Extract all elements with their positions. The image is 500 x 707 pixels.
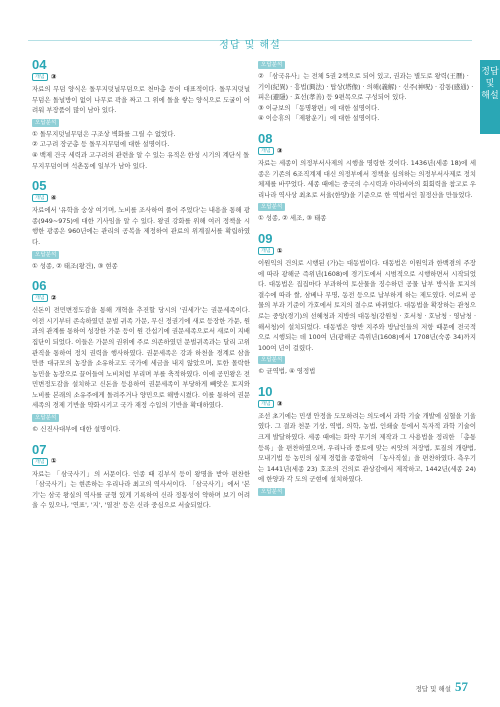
page-number: 57 [455,679,468,694]
question-number: 05 [32,178,47,194]
question-block [258,132,476,224]
concept-tag: 개념 [258,247,274,255]
question-block [258,232,476,377]
concept-tag: 개념 [258,147,274,155]
explanation-text: 자료의 무덤 양식은 돌무지덧널무덤으로 천마총 등이 대표적이다. 돌무지덧널무덤은 돌널방이 없이 나무로 곽을 짜고 그 위에 돌을 쌓는 양식으로 도굴이 어려워 부장품이 많이 남아 있다. [32,85,250,115]
question-block [32,279,250,435]
question-meta [32,457,250,467]
question-number: 04 [32,57,47,72]
wrong-answer-item: ③ 이규보의 「동명왕편」에 대한 설명이다. [258,103,380,112]
question-block [32,443,250,511]
wrong-answer-item: ② 「삼국유사」는 전체 5권 2책으로 되어 있고, 권과는 별도로 왕력(王曆) · 기이(紀異) · 흥법(興法) · 탑상(塔像) · 의해(義解) · 신주(神呪) · 감통(感通) · 피은(避隱) · 효선(孝善) 등 9편목으로 구성되어 있다. [258,72,474,102]
explanation-text: 자료에서 '유학을 숭상 여기며, 노비를 조사하여 풀어 주었다'는 내용을 통해 광종(949~975)에 대한 기사임을 알 수 있다. 왕권 강화를 위해 여러 정책을 시행한 광종은 960년에는 관리의 공복을 제정하여 관료의 위계질서를 확립하였다. [32,206,250,246]
wrong-answer-label: 오답분석 [258,61,285,69]
wrong-answer-item: © 신진사대부에 대한 설명이다. [32,425,121,434]
question-block [258,385,476,498]
question-meta [258,146,476,156]
answer-mark: ③ [276,146,283,155]
question-meta [32,72,250,82]
page-header-title: 정답 및 해설 [219,40,281,51]
answer-mark: ④ [50,193,57,202]
explanation-text: 신돈이 전민변정도감을 통해 개혁을 추진할 당시의 '권세가'는 권문세족이다. 이전 시기부터 존속하였던 문벌 귀족 가문, 무신 정권기에 새로 등장한 가문, 원과의 관계를 통하여 성장한 가문 등이 원 간섭기에 권문세족으로서 새로이 지배집단이 되었다. 이들은 가문의 권위에 주로 의존하였던 문벌귀족과는 달리 고위 관직을 통하여 정치 권력을 행사하였다. 권문세족은 강과 하천을 경계로 삼을 만큼 대규모의 농장을 소유하고도 국가에 세금을 내지 않았으며, 토한 몰락한 농민을 농장으로 끌어들여 노비처럼 부리며 부를 축적하였다. 이에 공민왕은 전민변정도감을 설치하고 신돈을 등용하여 권문세족이 부당하게 빼앗은 토지와 노비를 본래의 소유주에게 돌려주거나 양민으로 해방시켰다. 이를 통하여 권문세족의 경제 기반을 약화시키고 국가 재정 수입의 기반을 확대하였다. [32,306,250,410]
explanation-text: 자료는 세종이 의정부서사제의 시행을 명령한 것이다. 1436년(세종 18)에 세종은 기존의 6조직계제 대신 의정부에서 정책을 심의하는 의정부서사제로 정치 체제를 바꾸었다. 세종 때에는 중국의 수시력과 아라비아의 회회력을 참고로 우리나라 역사상 최초로 서울(한양)을 기준으로 한 역법서인 칠정산을 만들었다. [258,158,476,199]
explanation-text: 이원익의 건의로 시행된 (가)는 대동법이다. 대동법은 이원익과 한백겸의 주장에 따라 광해군 즉위년(1608)에 경기도에서 시범적으로 시행하면서 시작되었다. 대동법은 집집마다 부과하여 토산물을 징수하던 공물 납부 방식을 토지의 결수에 따라 쌀, 삼베나 무명, 동전 등으로 납부하게 하는 제도였다. 이로써 공물의 부과 기준이 가호에서 토지의 결수로 바뀌었다. 대동법을 확장하는 관청으로는 중앙(경기)의 선혜청과 지방의 대동청(강원청 · 호서청 · 호남청 · 영남청 · 해서청)이 설치되었다. 대동법은 양반 지주와 방납인들의 저항 때문에 전국적으로 시행되는 데 100여 년(광해군 즉위년(1608)에서 1708년(숙종 34)까지 100여 년이 걸렸다. [258,258,476,352]
question-meta [258,246,476,256]
wrong-answer-item: ① 성종, ② 세조, ③ 태종 [258,214,327,223]
wrong-answer-label: 오답분석 [32,414,59,422]
concept-tag: 개념 [32,73,48,81]
answer-mark: ③ [50,72,57,81]
right-column [258,58,476,506]
question-number: 06 [32,278,47,294]
wrong-answer-item: © 균역법, ④ 영정법 [258,367,316,376]
concept-tag: 개념 [258,400,274,408]
wrong-answer-item: ① 돌무지덧널무덤은 구조상 벽화를 그릴 수 없었다. [32,129,176,138]
footer-label: 정답 및 해설 [415,685,451,693]
wrong-answer-label: 오답분석 [32,119,59,127]
answer-mark: ① [276,246,283,255]
wrong-answer-item: ④ 백제 건국 세력과 고구려의 관련을 알 수 있는 유적은 한성 시기의 계단식 돌무지무덤이며 석촌동에 일부가 남아 있다. [32,150,250,170]
answer-mark: ② [50,293,57,302]
question-meta [32,293,250,303]
side-section-tab: 정답 및 해설 [480,60,500,134]
wrong-answer-item: ① 성종, ② 태조(왕건), ③ 현종 [32,261,118,270]
question-block [258,58,476,124]
wrong-answer-item: ④ 이승휴의 「제왕운기」에 대한 설명이다. [258,114,380,123]
question-number: 09 [258,230,273,246]
wrong-answer-label: 오답분석 [258,356,285,364]
question-number: 10 [258,383,273,399]
wrong-answer-label: 오답분석 [258,203,285,211]
question-block [32,179,250,271]
answer-mark: ③ [276,399,283,408]
question-meta [32,193,250,203]
left-column [32,58,250,519]
question-block [32,58,250,171]
concept-tag: 개념 [32,294,48,302]
explanation-text: 자료는 「삼국사기」의 서문이다. 인종 때 김부식 등이 왕명을 받아 편찬한 「삼국사기」는 현존하는 우리나라 최고의 역사서이다. 「삼국사기」에서 '본기'는 삼국 왕실의 역사를 균형 있게 기록하여 신라 정통성이 약하며 보기 어려울 수 있으나, '연표', '지', '열전' 등은 신라 중심으로 서술되었다. [32,469,250,510]
page-footer [415,679,468,695]
explanation-text: 조선 초기에는 민생 안정을 도모하려는 의도에서 과학 기술 개발에 심혈을 기울였다. 그 결과 천문 기상, 역법, 의학, 농법, 인쇄술 등에서 독자적 과학 기술이 크게 발달하였다. 세종 때에는 화약 무기의 제작과 그 사용법을 정리한 「총통등록」을 편찬하였으며, 우리나라 풍토에 맞는 씨앗의 저장법, 토질의 개량법, 모내기법 등 농민의 실제 경험을 종합하여 「농사직설」을 편찬하였다. 측우기는 1441년(세종 23) 호조의 건의로 관상감에서 제작하고, 1442년(세종 24)에 한양과 각 도의 군현에 설치하였다. [258,411,476,484]
answer-mark: ① [50,457,57,466]
wrong-answer-item: ② 고구려 장군총 등 돌무지무덤에 대한 설명이다. [32,140,170,149]
wrong-answer-label: 오답분석 [258,488,285,496]
question-number: 08 [258,130,273,146]
question-number: 07 [32,441,47,457]
concept-tag: 개념 [32,194,48,202]
question-meta [258,399,476,409]
concept-tag: 개념 [32,458,48,466]
wrong-answer-label: 오답분석 [32,251,59,259]
